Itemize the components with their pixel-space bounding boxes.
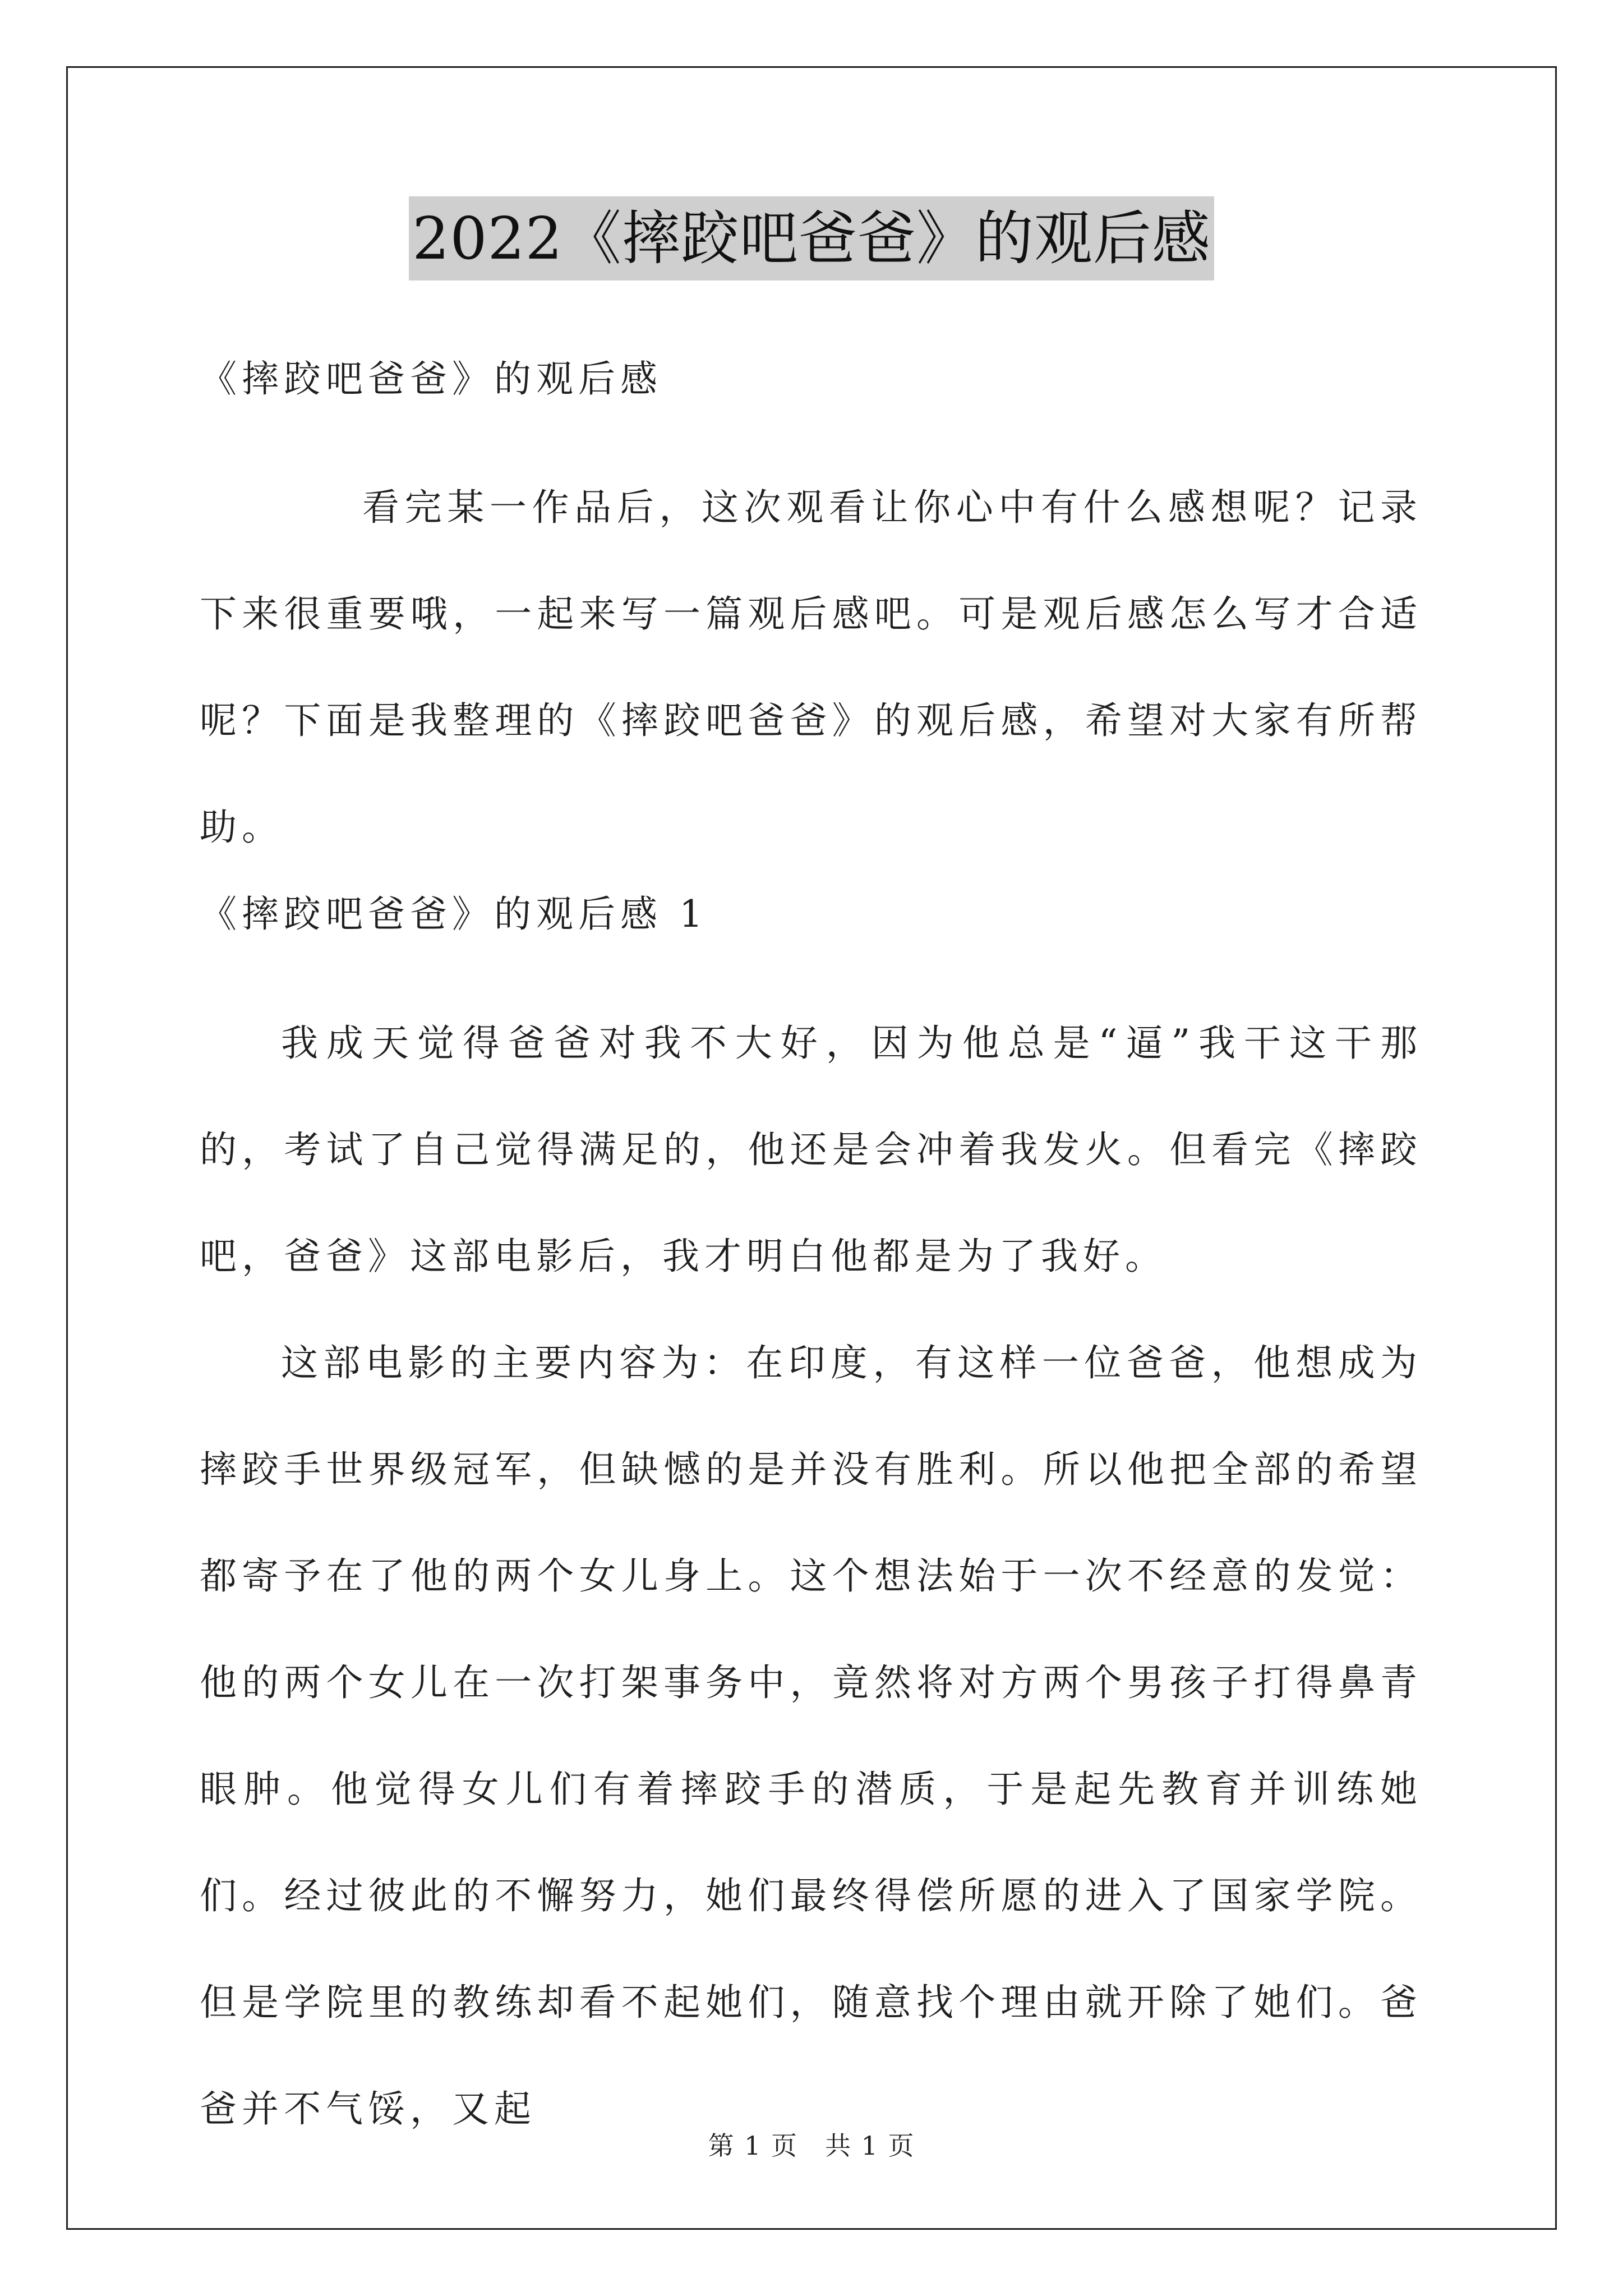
- intro-paragraph: 看完某一作品后，这次观看让你心中有什么感想呢？记录下来很重要哦，一起来写一篇观后感吧。可是观后感怎么写才合适呢？下面是我整理的《摔跤吧爸爸》的观后感，希望对大家有所帮助。: [200, 486, 1422, 849]
- body-text: [200, 990, 1422, 2162]
- page-number: 第 1 页: [708, 2131, 798, 2161]
- section-heading: 《摔跤吧爸爸》的观后感 1: [200, 892, 708, 936]
- title-container: [0, 196, 1623, 280]
- page-total: 共 1 页: [825, 2131, 915, 2161]
- body-paragraph-2: 这部电影的主要内容为：在印度，有这样一位爸爸，他想成为摔跤手世界级冠军，但缺憾的是并没有胜利。所以他把全部的希望都寄予在了他的两个女儿身上。这个想法始于一次不经意的发觉：他的两个女儿在一次打架事务中，竟然将对方两个男孩子打得鼻青眼肿。他觉得女儿们有着摔跤手的潜质，于是起先教育并训练她们。经过彼此的不懈努力，她们最终得偿所愿的进入了国家学院。但是学院里的教练却看不起她们，随意找个理由就开除了她们。爸爸并不气馁，又起: [200, 1341, 1422, 2131]
- document-subtitle: 《摔跤吧爸爸》的观后感: [200, 357, 662, 401]
- page-footer: [0, 2129, 1623, 2162]
- document-title: 2022《摔跤吧爸爸》的观后感: [409, 196, 1214, 280]
- body-paragraph-1: 我成天觉得爸爸对我不大好，因为他总是“逼”我干这干那的，考试了自己觉得满足的，他还是会冲着我发火。但看完《摔跤吧，爸爸》这部电影后，我才明白他都是为了我好。: [200, 1022, 1422, 1278]
